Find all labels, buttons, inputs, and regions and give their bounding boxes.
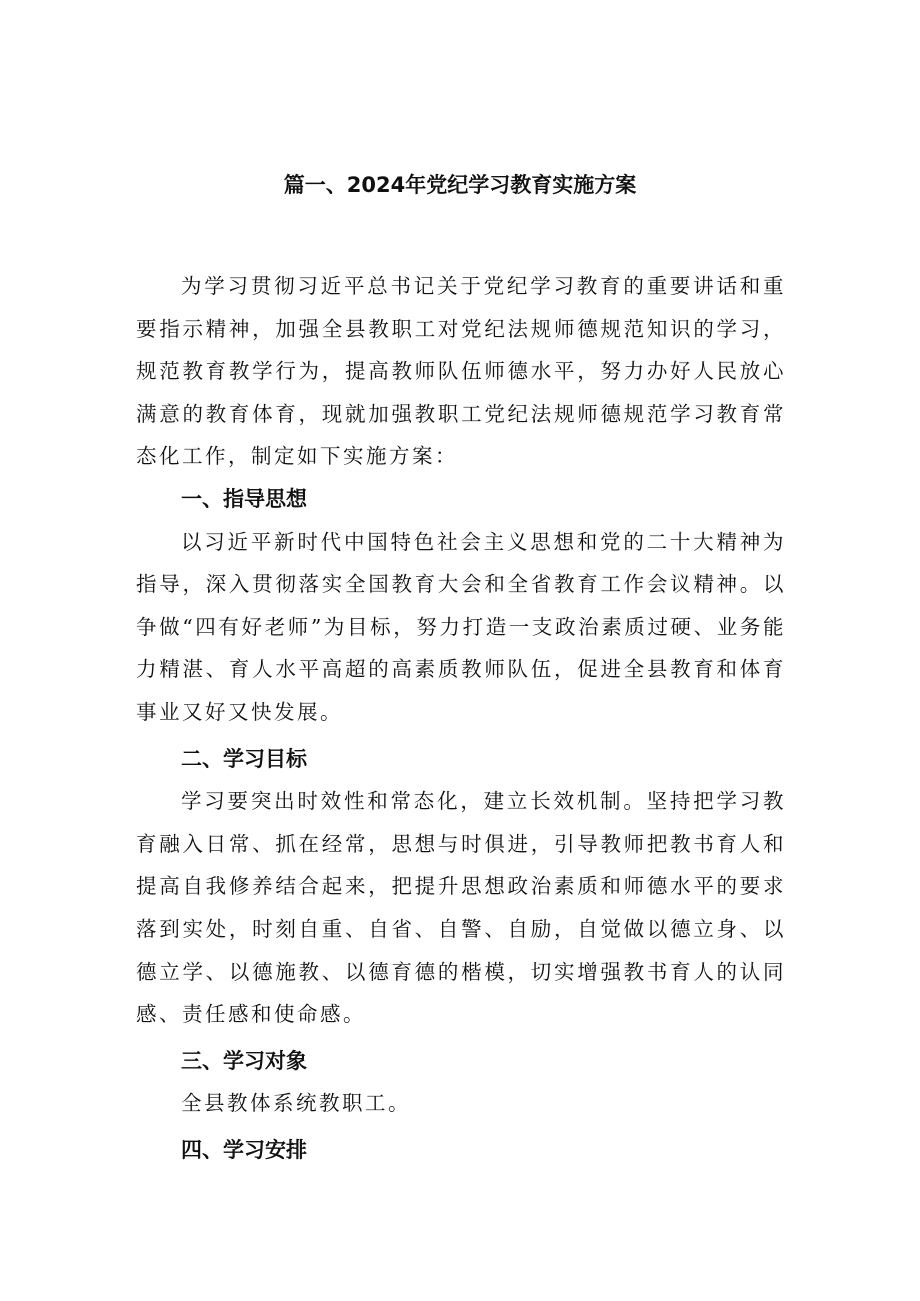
document-title: 篇一、2024年党纪学习教育实施方案 — [283, 173, 637, 197]
section-heading-learning-schedule: 四、学习安排 — [181, 1137, 307, 1162]
section-heading-learning-goals: 二、学习目标 — [181, 746, 307, 771]
section-body-learning-goals: 学习要突出时效性和常态化，建立长效机制。坚持把学习教育融入日常、抓在经常，思想与时俱进，引导教师把教书育人和提高自我修养结合起来，把提升思想政治素质和师德水平的要求落到实处，时刻自重、自省、自警、自励，自觉做以德立身、以德立学、以德施教、以德育德的楷模，切实增强教书育人的认同感、责任感和使命感。 — [136, 789, 786, 1027]
section-heading-guiding-ideology: 一、指导思想 — [181, 486, 307, 511]
section-body-learning-targets: 全县教体系统教职工。 — [181, 1091, 411, 1116]
section-heading-learning-targets: 三、学习对象 — [181, 1048, 307, 1073]
document-body — [136, 265, 786, 1171]
section-body-guiding-ideology: 以习近平新时代中国特色社会主义思想和党的二十大精神为指导，深入贯彻落实全国教育大会和全省教育工作会议精神。以争做“四有好老师”为目标，努力打造一支政治素质过硬、业务能力精湛、育人水平高超的高素质教师队伍，促进全县教育和体育事业又好又快发展。 — [136, 529, 786, 724]
intro-paragraph: 为学习贯彻习近平总书记关于党纪学习教育的重要讲话和重要指示精神，加强全县教职工对党纪法规师德规范知识的学习，规范教育教学行为，提高教师队伍师德水平，努力办好人民放心满意的教育体育，现就加强教职工党纪法规师德规范学习教育常态化工作，制定如下实施方案： — [136, 274, 786, 469]
